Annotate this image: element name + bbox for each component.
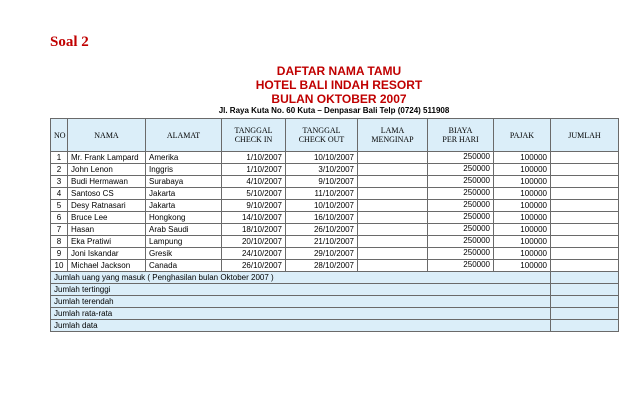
cell-checkout: 29/10/2007	[286, 248, 358, 260]
cell-biaya: 250000	[428, 188, 494, 200]
cell-pajak: 100000	[494, 176, 551, 188]
cell-biaya: 250000	[428, 236, 494, 248]
cell-checkin: 24/10/2007	[222, 248, 286, 260]
table-row	[51, 200, 619, 212]
cell-alamat: Inggris	[146, 164, 222, 176]
summary-label: Jumlah tertinggi	[51, 284, 551, 296]
cell-lama	[358, 200, 428, 212]
cell-alamat: Hongkong	[146, 212, 222, 224]
cell-no: 2	[51, 164, 68, 176]
cell-biaya: 250000	[428, 200, 494, 212]
cell-pajak: 100000	[494, 200, 551, 212]
cell-lama	[358, 176, 428, 188]
cell-checkin: 1/10/2007	[222, 164, 286, 176]
cell-lama	[358, 248, 428, 260]
cell-nama: Hasan	[68, 224, 146, 236]
cell-pajak: 100000	[494, 224, 551, 236]
cell-no: 9	[51, 248, 68, 260]
cell-checkout: 28/10/2007	[286, 260, 358, 272]
summary-value	[551, 320, 619, 332]
cell-jumlah	[551, 212, 619, 224]
cell-no: 6	[51, 212, 68, 224]
summary-value	[551, 308, 619, 320]
cell-jumlah	[551, 260, 619, 272]
col-header-lama: LAMA MENGINAP	[358, 119, 428, 152]
cell-nama: Santoso CS	[68, 188, 146, 200]
summary-label: Jumlah rata-rata	[51, 308, 551, 320]
summary-label: Jumlah data	[51, 320, 551, 332]
cell-checkin: 5/10/2007	[222, 188, 286, 200]
cell-nama: Desy Ratnasari	[68, 200, 146, 212]
cell-biaya: 250000	[428, 164, 494, 176]
cell-jumlah	[551, 224, 619, 236]
cell-checkin: 9/10/2007	[222, 200, 286, 212]
col-header-checkout: TANGGAL CHECK OUT	[286, 119, 358, 152]
cell-pajak: 100000	[494, 260, 551, 272]
guest-table	[50, 118, 619, 332]
summary-label: Jumlah terendah	[51, 296, 551, 308]
summary-row-count	[51, 320, 619, 332]
cell-checkin: 14/10/2007	[222, 212, 286, 224]
cell-lama	[358, 164, 428, 176]
cell-pajak: 100000	[494, 152, 551, 164]
cell-jumlah	[551, 188, 619, 200]
cell-lama	[358, 236, 428, 248]
table-header-row	[51, 119, 619, 152]
cell-no: 4	[51, 188, 68, 200]
cell-checkout: 11/10/2007	[286, 188, 358, 200]
table-row	[51, 248, 619, 260]
cell-lama	[358, 188, 428, 200]
summary-row-total-income	[51, 272, 619, 284]
title-line-2: HOTEL BALI INDAH RESORT	[255, 78, 423, 92]
table-row	[51, 260, 619, 272]
cell-alamat: Lampung	[146, 236, 222, 248]
cell-checkout: 10/10/2007	[286, 200, 358, 212]
cell-checkin: 26/10/2007	[222, 260, 286, 272]
cell-lama	[358, 212, 428, 224]
cell-alamat: Surabaya	[146, 176, 222, 188]
cell-jumlah	[551, 236, 619, 248]
cell-checkout: 16/10/2007	[286, 212, 358, 224]
summary-label: Jumlah uang yang masuk ( Penghasilan bulan Oktober 2007 )	[51, 272, 551, 284]
table-row	[51, 236, 619, 248]
section-heading: Soal 2	[50, 34, 89, 50]
cell-no: 7	[51, 224, 68, 236]
cell-no: 10	[51, 260, 68, 272]
col-header-biaya: BIAYA PER HARI	[428, 119, 494, 152]
col-header-no: NO	[51, 119, 68, 152]
cell-checkout: 21/10/2007	[286, 236, 358, 248]
table-row	[51, 224, 619, 236]
col-header-pajak: PAJAK	[494, 119, 551, 152]
cell-nama: Joni Iskandar	[68, 248, 146, 260]
cell-no: 8	[51, 236, 68, 248]
cell-nama: Michael Jackson	[68, 260, 146, 272]
title-line-3: BULAN OKTOBER 2007	[271, 92, 407, 106]
cell-alamat: Canada	[146, 260, 222, 272]
table-row	[51, 176, 619, 188]
cell-nama: Bruce Lee	[68, 212, 146, 224]
cell-jumlah	[551, 164, 619, 176]
cell-nama: Budi Hermawan	[68, 176, 146, 188]
cell-biaya: 250000	[428, 212, 494, 224]
cell-no: 5	[51, 200, 68, 212]
cell-checkin: 18/10/2007	[222, 224, 286, 236]
cell-jumlah	[551, 248, 619, 260]
cell-checkin: 20/10/2007	[222, 236, 286, 248]
cell-nama: John Lenon	[68, 164, 146, 176]
cell-checkout: 10/10/2007	[286, 152, 358, 164]
cell-alamat: Gresik	[146, 248, 222, 260]
cell-biaya: 250000	[428, 152, 494, 164]
cell-no: 1	[51, 152, 68, 164]
cell-pajak: 100000	[494, 164, 551, 176]
cell-checkout: 9/10/2007	[286, 176, 358, 188]
cell-biaya: 250000	[428, 248, 494, 260]
col-header-checkin: TANGGAL CHECK IN	[222, 119, 286, 152]
cell-lama	[358, 224, 428, 236]
col-header-jumlah: JUMLAH	[551, 119, 619, 152]
cell-jumlah	[551, 200, 619, 212]
col-header-nama: NAMA	[68, 119, 146, 152]
table-row	[51, 188, 619, 200]
table-row	[51, 212, 619, 224]
cell-biaya: 250000	[428, 224, 494, 236]
cell-nama: Mr. Frank Lampard	[68, 152, 146, 164]
cell-alamat: Amerika	[146, 152, 222, 164]
cell-checkout: 3/10/2007	[286, 164, 358, 176]
summary-value	[551, 272, 619, 284]
table-row	[51, 164, 619, 176]
cell-no: 3	[51, 176, 68, 188]
cell-lama	[358, 260, 428, 272]
cell-alamat: Jakarta	[146, 200, 222, 212]
cell-pajak: 100000	[494, 236, 551, 248]
summary-row-lowest	[51, 296, 619, 308]
cell-checkin: 4/10/2007	[222, 176, 286, 188]
hotel-address: Jl. Raya Kuta No. 60 Kuta – Denpasar Bali Telp (0724) 511908	[218, 106, 450, 115]
cell-jumlah	[551, 152, 619, 164]
cell-checkout: 26/10/2007	[286, 224, 358, 236]
cell-pajak: 100000	[494, 248, 551, 260]
cell-pajak: 100000	[494, 212, 551, 224]
cell-alamat: Arab Saudi	[146, 224, 222, 236]
cell-jumlah	[551, 176, 619, 188]
table-row	[51, 152, 619, 164]
summary-value	[551, 284, 619, 296]
cell-biaya: 250000	[428, 260, 494, 272]
cell-pajak: 100000	[494, 188, 551, 200]
cell-biaya: 250000	[428, 176, 494, 188]
cell-checkin: 1/10/2007	[222, 152, 286, 164]
col-header-alamat: ALAMAT	[146, 119, 222, 152]
title-line-1: DAFTAR NAMA TAMU	[276, 64, 402, 78]
cell-alamat: Jakarta	[146, 188, 222, 200]
cell-lama	[358, 152, 428, 164]
summary-row-highest	[51, 284, 619, 296]
cell-nama: Eka Pratiwi	[68, 236, 146, 248]
summary-value	[551, 296, 619, 308]
summary-row-average	[51, 308, 619, 320]
